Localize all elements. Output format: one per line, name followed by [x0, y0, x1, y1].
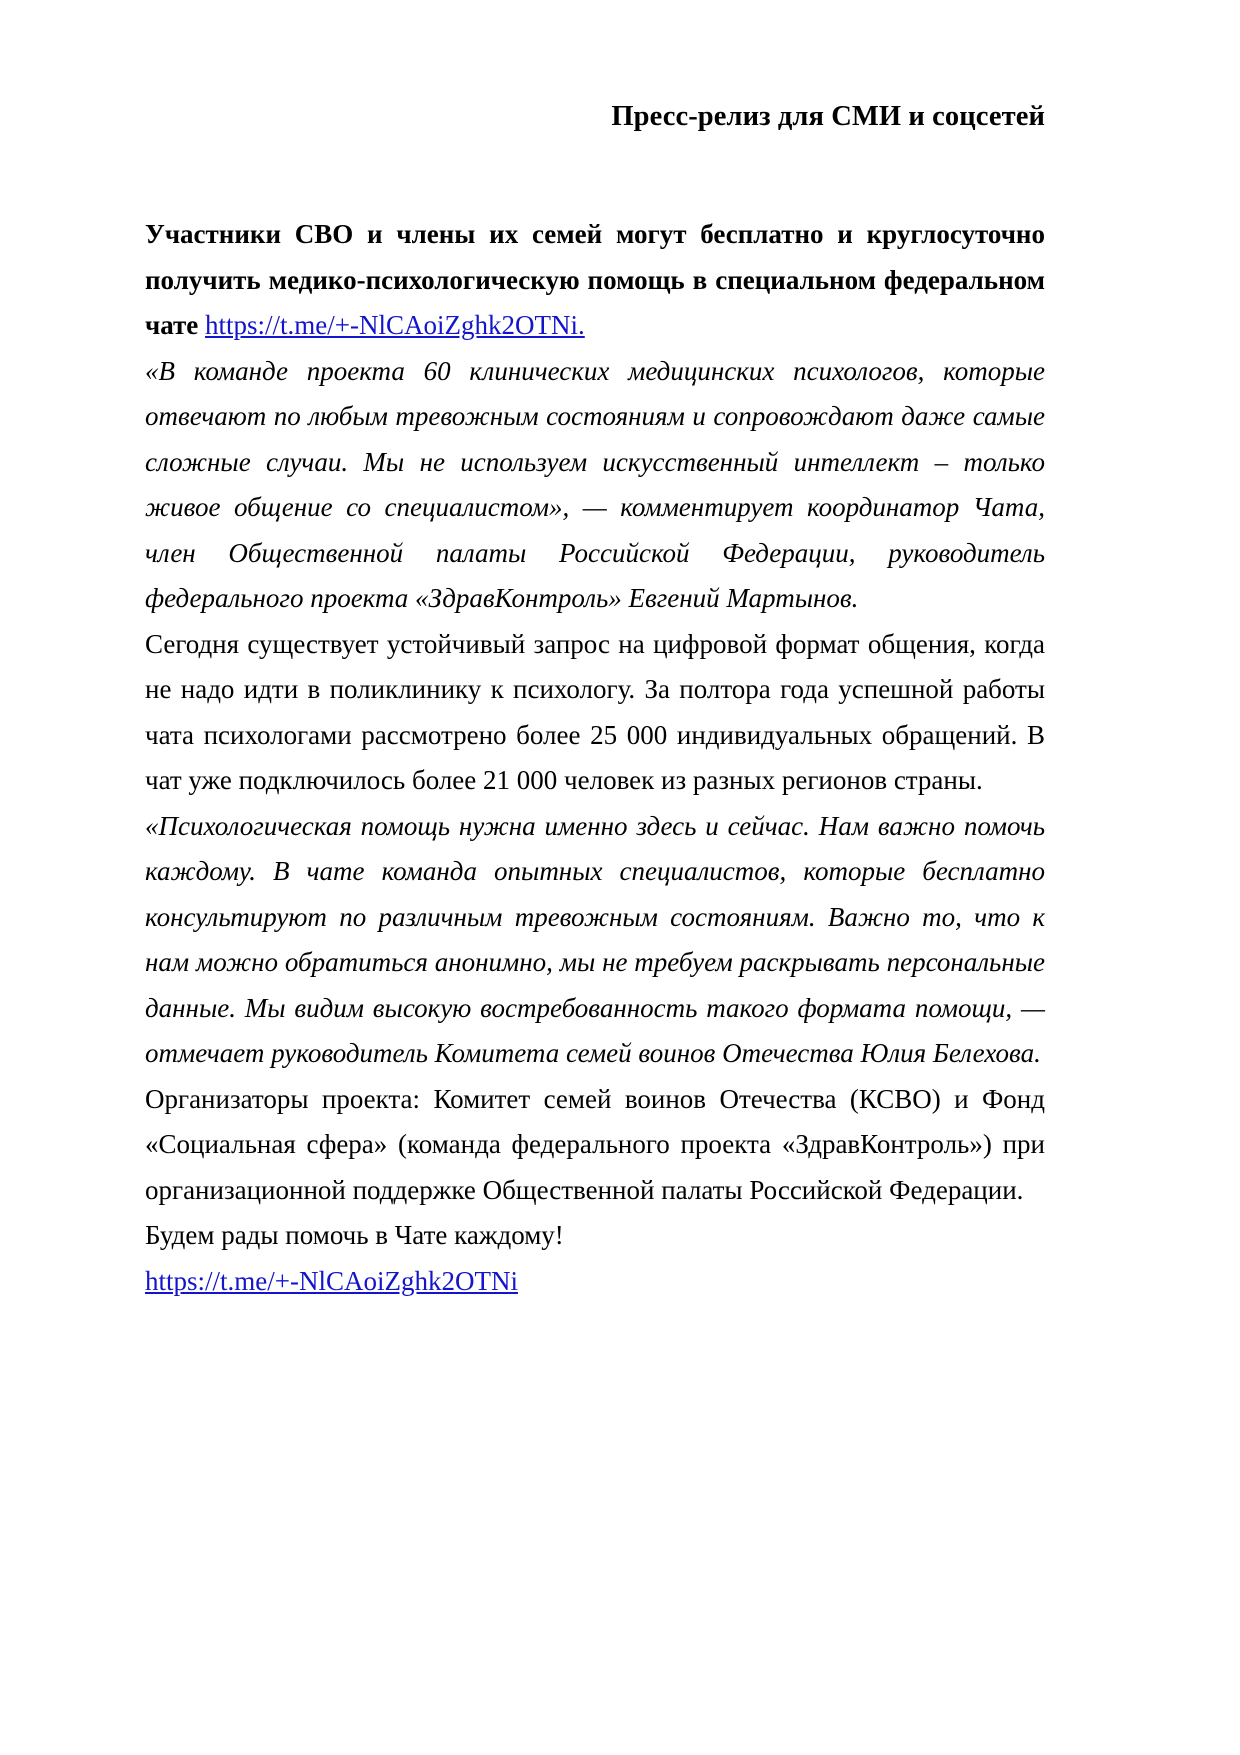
document-body [145, 0, 1045, 1304]
quote-paragraph-martynov: «В команде проекта 60 клинических медицинских психологов, которые отвечают по любым тревожным состояниям и сопровождают даже самые сложные случаи. Мы не используем искусственный интеллект – только живое общение со специалистом», — комментирует координатор Чата, член Общественной палаты Российской Федерации, руководитель федерального проекта «ЗдравКонтроль» Евгений Мартынов. [145, 355, 1045, 614]
organizers-paragraph: Организаторы проекта: Комитет семей воинов Отечества (КСВО) и Фонд «Социальная сфера» (команда федерального проекта «ЗдравКонтроль») при организационной поддержке Общественной палаты Российской Федерации. [145, 1083, 1045, 1205]
closing-line: Будем рады помочь в Чате каждому! [145, 1220, 564, 1251]
header-spacer [145, 134, 1045, 212]
lead-paragraph [145, 212, 1045, 349]
body-paragraph-statistics: Сегодня существует устойчивый запрос на цифровой формат общения, когда не надо идти в поликлинику к психологу. За полтора года успешной работы чата психологами рассмотрено более 25 000 индивидуальных обращений. В чат уже подключилось более 21 000 человек из разных регионов страны. [145, 628, 1045, 796]
lead-paragraph-text: Участники СВО и члены их семей могут бесплатно и круглосуточно получить медико-психологическую помощь в специальном федеральном чате [145, 219, 1045, 341]
telegram-chat-link-bottom[interactable]: https://t.me/+-NlCAoiZghk2OTNi [145, 1265, 518, 1296]
quote-paragraph-belekhova: «Психологическая помощь нужна именно здесь и сейчас. Нам важно помочь каждому. В чате команда опытных специалистов, которые бесплатно консультируют по различным тревожным состояниям. Важно то, что к нам можно обратиться анонимно, мы не требуем раскрывать персональные данные. Мы видим высокую востребованность такого формата помощи, — отмечает руководитель Комитета семей воинов Отечества Юлия Белехова. [145, 810, 1045, 1069]
telegram-chat-link-top[interactable]: https://t.me/+-NlCAoiZghk2OTNi. [205, 310, 585, 341]
document-header-title: Пресс-релиз для СМИ и соцсетей [611, 101, 1045, 132]
closing-link-line [145, 1259, 1045, 1305]
